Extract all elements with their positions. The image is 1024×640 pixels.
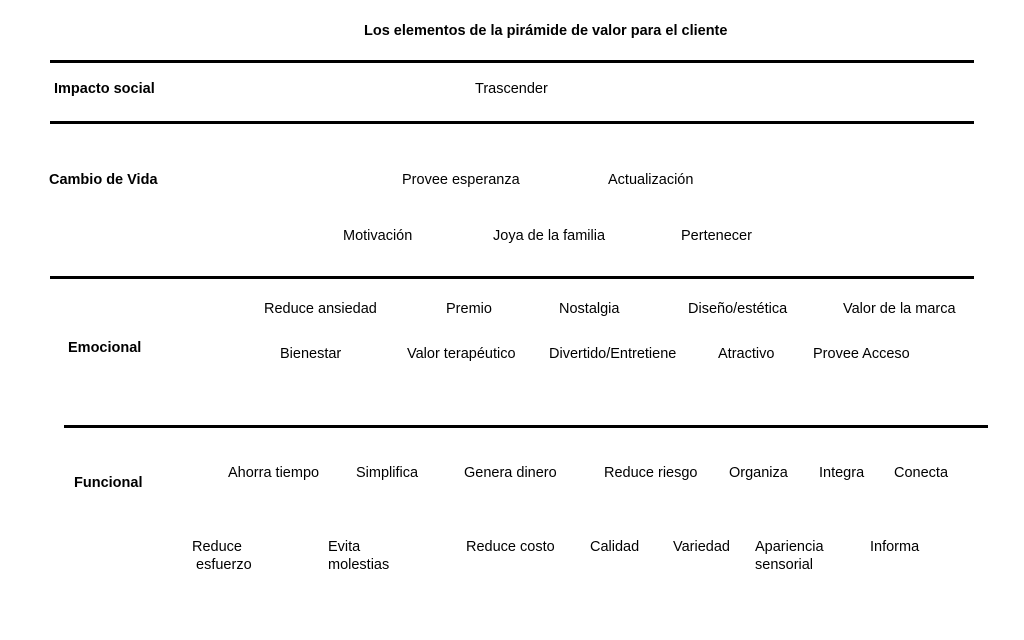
element-pertenecer: Pertenecer [681,228,752,244]
element-reduce-esfuerzo: Reduce esfuerzo [192,539,252,573]
element-informa: Informa [870,539,920,555]
element-conecta: Conecta [894,465,949,481]
element-apariencia-sensorial: Apariencia sensorial [755,539,824,573]
element-calidad: Calidad [590,539,640,555]
level-label-life: Cambio de Vida [49,172,158,188]
divider-emotional-functional [64,425,988,428]
element-trascender: Trascender [475,81,548,97]
element-divertido-entretiene: Divertido/Entretiene [549,346,677,362]
divider-life-emotional [50,276,974,279]
element-joya-familia: Joya de la familia [493,228,606,244]
element-valor-terapeutico: Valor terapéutico [407,346,516,362]
element-reduce-costo: Reduce costo [466,539,555,555]
element-provee-acceso: Provee Acceso [813,346,910,362]
element-organiza: Organiza [729,465,788,481]
element-reduce-riesgo: Reduce riesgo [604,465,698,481]
element-motivacion: Motivación [343,228,413,244]
level-label-emotional: Emocional [68,340,142,356]
element-actualizacion: Actualización [608,172,694,188]
element-premio: Premio [446,301,492,317]
element-variedad: Variedad [673,539,730,555]
diagram-title: Los elementos de la pirámide de valor para el cliente [364,23,728,39]
divider-social-life [50,121,974,124]
element-genera-dinero: Genera dinero [464,465,557,481]
element-reduce-ansiedad: Reduce ansiedad [264,301,377,317]
element-diseno-estetica: Diseño/estética [688,301,788,317]
element-provee-esperanza: Provee esperanza [402,172,520,188]
element-valor-marca: Valor de la marca [843,301,956,317]
level-label-functional: Funcional [74,475,143,491]
element-integra: Integra [819,465,865,481]
element-ahorra-tiempo: Ahorra tiempo [228,465,320,481]
element-atractivo: Atractivo [718,346,775,362]
element-evita-molestias: Evita molestias [328,539,390,573]
element-bienestar: Bienestar [280,346,342,362]
level-label-social: Impacto social [54,81,155,97]
element-simplifica: Simplifica [356,465,419,481]
element-nostalgia: Nostalgia [559,301,620,317]
divider-top [50,60,974,63]
